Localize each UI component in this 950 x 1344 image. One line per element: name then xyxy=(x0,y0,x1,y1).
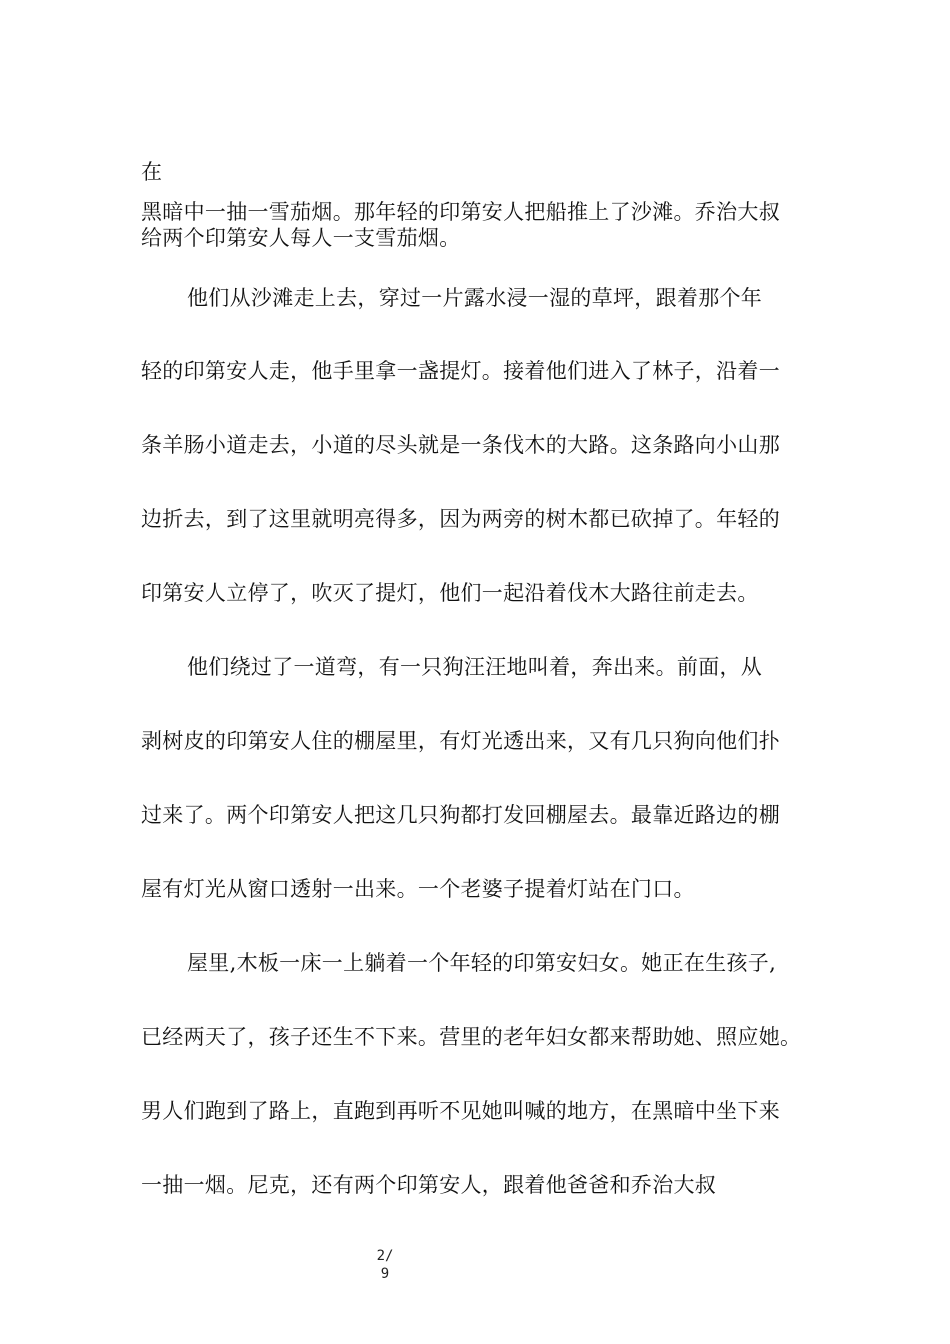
text-line: 屋有灯光从窗口透射一出来。一个老婆子提着灯站在门口。 xyxy=(141,877,695,901)
text-line: 在 xyxy=(141,160,163,184)
paragraph-first-line: 屋里,木板一床一上躺着一个年轻的印第安妇女。她正在生孩子, xyxy=(187,951,777,975)
page-number-top: 2/ xyxy=(376,1248,394,1264)
paragraph-first-line: 他们绕过了一道弯，有一只狗汪汪地叫着，奔出来。前面，从 xyxy=(187,655,763,679)
text-line: 给两个印第安人每人一支雪茄烟。 xyxy=(141,226,461,250)
text-line: 印第安人立停了，吹灭了提灯，他们一起沿着伐木大路往前走去。 xyxy=(141,581,759,605)
page-number-bottom: 9 xyxy=(380,1266,390,1282)
text-line: 黑暗中一抽一雪茄烟。那年轻的印第安人把船推上了沙滩。乔治大叔 xyxy=(141,200,780,224)
text-line: 一抽一烟。尼克，还有两个印第安人，跟着他爸爸和乔治大叔 xyxy=(141,1173,717,1197)
text-line: 条羊肠小道走去，小道的尽头就是一条伐木的大路。这条路向小山那 xyxy=(141,433,780,457)
text-line: 轻的印第安人走，他手里拿一盏提灯。接着他们进入了林子，沿着一 xyxy=(141,359,780,383)
text-line: 男人们跑到了路上，直跑到再听不见她叫喊的地方，在黑暗中坐下来 xyxy=(141,1099,780,1123)
text-line: 边折去，到了这里就明亮得多，因为两旁的树木都已砍掉了。年轻的 xyxy=(141,507,780,531)
text-line: 剥树皮的印第安人住的棚屋里，有灯光透出来，又有几只狗向他们扑 xyxy=(141,729,780,753)
text-line: 已经两天了，孩子还生不下来。营里的老年妇女都来帮助她、照应她。 xyxy=(141,1025,802,1049)
paragraph-first-line: 他们从沙滩走上去，穿过一片露水浸一湿的草坪，跟着那个年 xyxy=(187,286,763,310)
text-line: 过来了。两个印第安人把这几只狗都打发回棚屋去。最靠近路边的棚 xyxy=(141,803,780,827)
